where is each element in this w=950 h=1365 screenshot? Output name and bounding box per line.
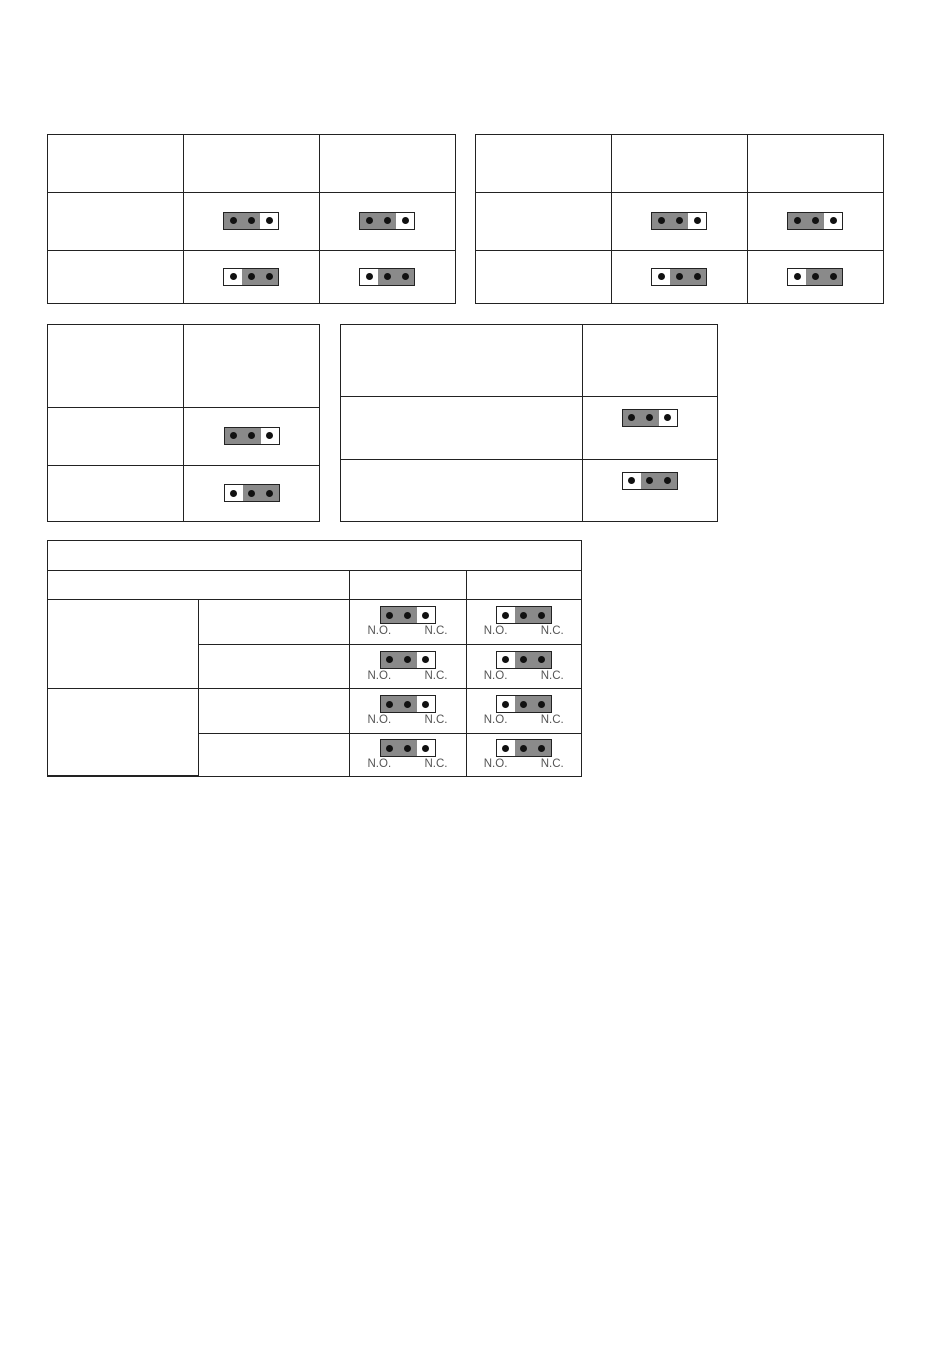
jumper-right-shunt-icon	[223, 268, 279, 286]
row-label-cell	[48, 407, 184, 465]
jumper-left-shunt-icon	[224, 427, 280, 445]
jumper-left-shunt-icon	[223, 212, 279, 230]
jumper-cell	[349, 733, 466, 776]
row-label-cell	[476, 192, 612, 250]
jumper-right-shunt-icon	[622, 472, 678, 490]
jumper-cell	[466, 733, 581, 776]
nc-label: N.C.	[424, 714, 448, 726]
jumper-table-2	[475, 134, 884, 304]
header-cell	[349, 570, 466, 599]
group-label-cell	[48, 688, 198, 776]
jumper-cell	[466, 688, 581, 733]
no-label: N.O.	[367, 714, 392, 726]
jumper-table-4	[340, 324, 718, 522]
jumper-left-shunt-icon	[787, 212, 843, 230]
jumper-left-shunt-icon	[380, 606, 436, 624]
jumper-cell	[747, 192, 883, 250]
jumper-cell	[747, 250, 883, 303]
no-label: N.O.	[483, 758, 508, 770]
jumper-cell	[349, 644, 466, 688]
row-label-cell	[198, 644, 349, 688]
group-label-cell	[48, 599, 198, 688]
header-cell	[48, 570, 349, 599]
header-cell	[466, 570, 581, 599]
jumper-right-shunt-icon	[496, 739, 552, 757]
jumper-right-shunt-icon	[651, 268, 707, 286]
row-label-cell	[341, 396, 582, 459]
no-label: N.O.	[483, 669, 508, 682]
no-label: N.O.	[367, 625, 392, 637]
jumper-table-5	[47, 540, 582, 777]
jumper-cell	[582, 396, 717, 459]
header-cell	[582, 325, 717, 396]
title-cell	[48, 541, 581, 570]
jumper-cell	[612, 250, 748, 303]
nc-label: N.C.	[540, 669, 564, 682]
jumper-left-shunt-icon	[380, 651, 436, 669]
jumper-table-3	[47, 324, 320, 522]
header-cell	[319, 135, 455, 192]
jumper-cell	[184, 192, 320, 250]
nc-label: N.C.	[424, 669, 448, 682]
no-label: N.O.	[367, 758, 392, 770]
jumper-left-shunt-icon	[380, 695, 436, 713]
jumper-cell	[184, 465, 320, 521]
jumper-right-shunt-icon	[496, 651, 552, 669]
nc-label: N.C.	[540, 625, 564, 637]
nc-label: N.C.	[424, 625, 448, 637]
jumper-right-shunt-icon	[787, 268, 843, 286]
jumper-cell	[466, 599, 581, 644]
jumper-right-shunt-icon	[496, 606, 552, 624]
no-label: N.O.	[367, 669, 392, 682]
header-cell	[184, 135, 320, 192]
jumper-cell	[612, 192, 748, 250]
row-label-cell	[341, 459, 582, 521]
jumper-cell	[184, 407, 320, 465]
nc-label: N.C.	[424, 758, 448, 770]
jumper-left-shunt-icon	[651, 212, 707, 230]
jumper-right-shunt-icon	[496, 695, 552, 713]
row-label-cell	[198, 733, 349, 776]
header-cell	[48, 135, 184, 192]
header-cell	[476, 135, 612, 192]
nc-label: N.C.	[540, 714, 564, 726]
jumper-cell	[349, 599, 466, 644]
header-cell	[341, 325, 582, 396]
row-label-cell	[198, 599, 349, 644]
row-label-cell	[476, 250, 612, 303]
jumper-cell	[349, 688, 466, 733]
jumper-table-1	[47, 134, 456, 304]
jumper-cell	[466, 644, 581, 688]
jumper-right-shunt-icon	[224, 484, 280, 502]
header-cell	[747, 135, 883, 192]
row-label-cell	[48, 250, 184, 303]
jumper-left-shunt-icon	[359, 212, 415, 230]
row-label-cell	[48, 465, 184, 521]
row-label-cell	[198, 688, 349, 733]
jumper-left-shunt-icon	[380, 739, 436, 757]
nc-label: N.C.	[540, 758, 564, 770]
row-label-cell	[48, 192, 184, 250]
jumper-cell	[319, 192, 455, 250]
jumper-left-shunt-icon	[622, 409, 678, 427]
header-cell	[184, 325, 320, 407]
jumper-cell	[319, 250, 455, 303]
jumper-right-shunt-icon	[359, 268, 415, 286]
no-label: N.O.	[483, 714, 508, 726]
header-cell	[48, 325, 184, 407]
jumper-cell	[184, 250, 320, 303]
header-cell	[612, 135, 748, 192]
jumper-cell	[582, 459, 717, 521]
no-label: N.O.	[483, 625, 508, 637]
